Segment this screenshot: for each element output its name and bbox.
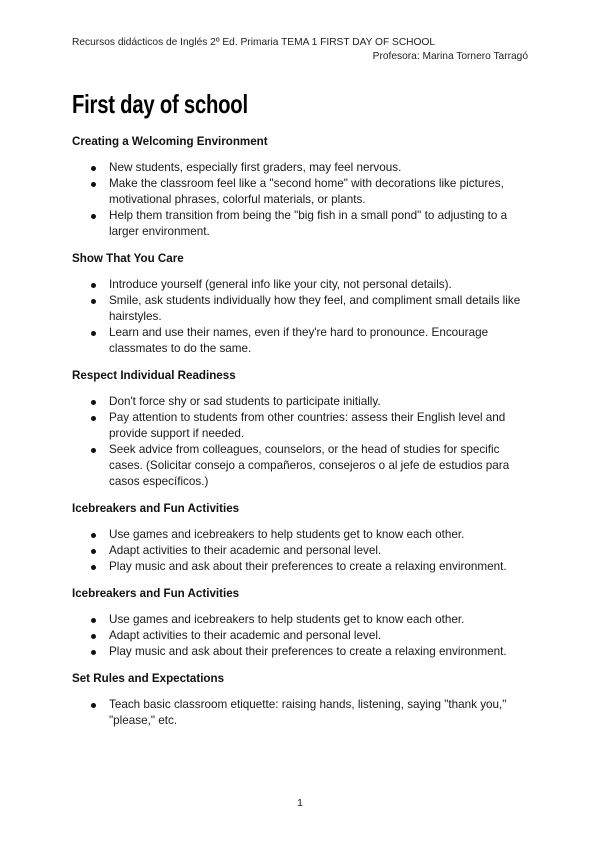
section-individual-readiness (72, 368, 532, 490)
bullet-list (72, 394, 532, 490)
page-number: 1 (297, 797, 303, 809)
section-icebreakers-duplicate (72, 586, 532, 660)
section-heading: Icebreakers and Fun Activities (72, 502, 240, 515)
list-item: Help them transition from being the "big fish in a small pond" to adjusting to a larger environment. (72, 208, 532, 240)
bullet-list (72, 277, 532, 357)
bullet-icon (91, 331, 96, 336)
bullet-icon (91, 182, 96, 187)
list-item: Make the classroom feel like a "second home" with decorations like pictures, motivational phrases, colorful materials, or plants. (72, 176, 532, 208)
section-heading: Creating a Welcoming Environment (72, 135, 268, 148)
list-item: Adapt activities to their academic and personal level. (72, 543, 532, 559)
section-heading: Respect Individual Readiness (72, 369, 236, 382)
section-heading: Set Rules and Expectations (72, 672, 225, 685)
bullet-list (72, 612, 532, 660)
list-item: Pay attention to students from other countries: assess their English level and provide support if needed. (72, 410, 532, 442)
header-course-info: Recursos didácticos de Inglés 2º Ed. Primaria TEMA 1 FIRST DAY OF SCHOOL (72, 37, 436, 48)
header-teacher: Profesora: Marina Tornero Tarragó (372, 51, 528, 62)
bullet-list (72, 697, 532, 729)
bullet-icon (91, 533, 96, 538)
list-item: Don't force shy or sad students to participate initially. (72, 394, 532, 410)
bullet-icon (91, 166, 96, 171)
bullet-icon (91, 703, 96, 708)
section-rules-expectations (72, 671, 532, 729)
list-item: Play music and ask about their preferences to create a relaxing environment. (72, 644, 532, 660)
bullet-icon (91, 214, 96, 219)
bullet-icon (91, 565, 96, 570)
section-show-you-care (72, 251, 532, 357)
list-item: Learn and use their names, even if they're hard to pronounce. Encourage classmates to do the same. (72, 325, 532, 357)
list-item: Use games and icebreakers to help students get to know each other. (72, 612, 532, 628)
list-item: Play music and ask about their preferences to create a relaxing environment. (72, 559, 532, 575)
bullet-icon (91, 634, 96, 639)
bullet-icon (91, 448, 96, 453)
list-item: Use games and icebreakers to help students get to know each other. (72, 527, 532, 543)
bullet-icon (91, 299, 96, 304)
bullet-list (72, 160, 532, 240)
document-body (72, 134, 532, 740)
list-item: Seek advice from colleagues, counselors, or the head of studies for specific cases. (Solicitar consejo a compañeros, consejeros o al jefe de estudios para casos específicos.) (72, 442, 532, 490)
bullet-list (72, 527, 532, 575)
bullet-icon (91, 618, 96, 623)
list-item: Introduce yourself (general info like your city, not personal details). (72, 277, 532, 293)
list-item: New students, especially first graders, may feel nervous. (72, 160, 532, 176)
bullet-icon (91, 650, 96, 655)
bullet-icon (91, 400, 96, 405)
list-item: Smile, ask students individually how they feel, and compliment small details like hairstyles. (72, 293, 532, 325)
bullet-icon (91, 283, 96, 288)
bullet-icon (91, 549, 96, 554)
page-title: First day of school (72, 89, 248, 120)
section-icebreakers (72, 501, 532, 575)
bullet-icon (91, 416, 96, 421)
list-item: Adapt activities to their academic and personal level. (72, 628, 532, 644)
list-item: Teach basic classroom etiquette: raising hands, listening, saying "thank you," "please," etc. (72, 697, 532, 729)
section-heading: Show That You Care (72, 252, 184, 265)
section-heading: Icebreakers and Fun Activities (72, 587, 240, 600)
section-welcoming-environment (72, 134, 532, 240)
